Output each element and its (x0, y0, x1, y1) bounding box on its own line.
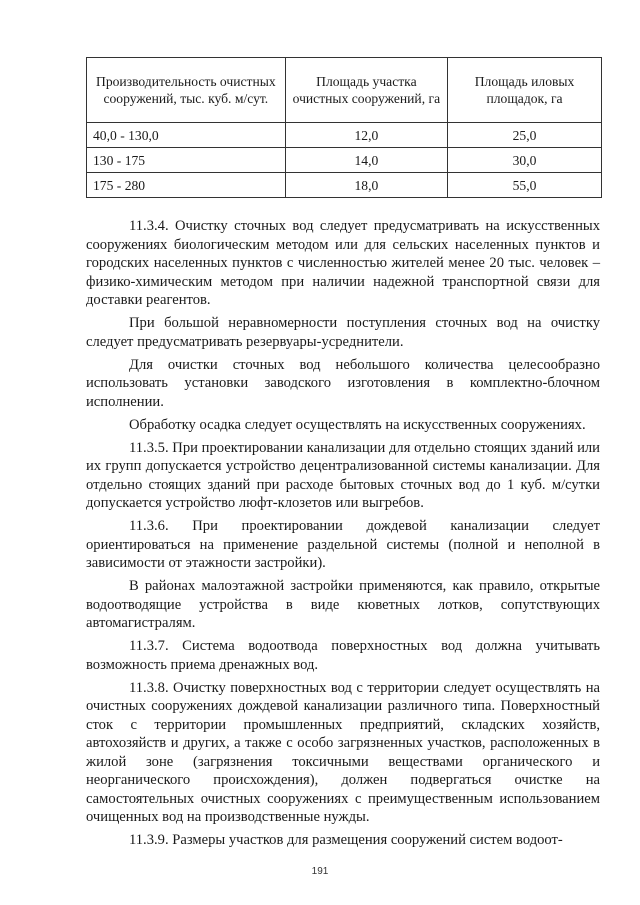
paragraph-block-units: Для очистки сточных вод небольшого количества целесообразно использовать установки заводского изготовления в комплектно-блочном исполнении. (86, 356, 600, 410)
paragraph-low-rise-drainage: В районах малоэтажной застройки применяются, как правило, открытые водоотводящие устройства в виде кюветных лотков, сопутствующих автомагистралям. (86, 578, 600, 631)
table-header-row (87, 58, 602, 123)
table-cell: 14,0 (285, 148, 447, 173)
table-cell: 55,0 (448, 173, 602, 198)
table-row (87, 173, 602, 198)
paragraph-equalization-tanks: При большой неравномерности поступления сточных вод на очистку следует предусматривать резервуары-усреднители. (86, 315, 600, 350)
paragraph-11-3-7: 11.3.7. Система водоотвода поверхностных вод должна учитывать возможность приема дренажных вод. (86, 638, 600, 673)
table-cell: 25,0 (448, 123, 602, 148)
paragraph-11-3-9: 11.3.9. Размеры участков для размещения сооружений систем водоот- (129, 832, 563, 848)
paragraph-11-3-4: 11.3.4. Очистку сточных вод следует предусматривать на искусственных сооружениях биологическим методом или для сельских населенных пунктов и городских населенных пунктов с численностью жителей менее 20 тыс. человек – физико-химическим методом при наличии надежной транспортной связи для доставки реагентов. (86, 218, 600, 308)
treatment-area-table (86, 57, 602, 198)
body-text (86, 217, 600, 854)
page-number: 191 (311, 866, 329, 877)
table-row (87, 148, 602, 173)
table-cell: 30,0 (448, 148, 602, 173)
header-site-area: Площадь участка очистных сооружений, га (285, 58, 447, 123)
paragraph-11-3-8: 11.3.8. Очистку поверхностных вод с территории следует осуществлять на очистных сооружениях дождевой канализации различного типа. Поверхностный сток с территории промышленных предприятий, складских хозяйств, автохозяйств и других, а также с особо загрязненных участков, расположенных в жилой зоне (загрязнения токсичными веществами органического и неорганического происхождения), должен подвергаться очистке на самостоятельных очистных сооружениях с преимущественным использованием очищенных вод на производственные нужды. (86, 679, 600, 825)
header-capacity: Производительность очистных сооружений, тыс. куб. м/сут. (87, 58, 286, 123)
header-sludge-area: Площадь иловых площадок, га (448, 58, 602, 123)
table-cell: 18,0 (285, 173, 447, 198)
table-cell: 12,0 (285, 123, 447, 148)
paragraph-11-3-6: 11.3.6. При проектировании дождевой канализации следует ориентироваться на применение раздельной системы (полной и неполной в зависимости от этажности застройки). (86, 518, 600, 571)
table-cell: 130 - 175 (87, 148, 286, 173)
table-cell: 40,0 - 130,0 (87, 123, 286, 148)
table-cell: 175 - 280 (87, 173, 286, 198)
paragraph-11-3-5: 11.3.5. При проектировании канализации для отдельно стоящих зданий или их групп допускается устройство децентрализованной системы канализации. Для отдельно стоящих зданий при расходе бытовых сточных вод до 1 куб. м/сутки допускается устройство люфт-клозетов или выгребов. (86, 439, 600, 511)
paragraph-sludge-treatment: Обработку осадка следует осуществлять на искусственных сооружениях. (129, 416, 586, 433)
table-row (87, 123, 602, 148)
